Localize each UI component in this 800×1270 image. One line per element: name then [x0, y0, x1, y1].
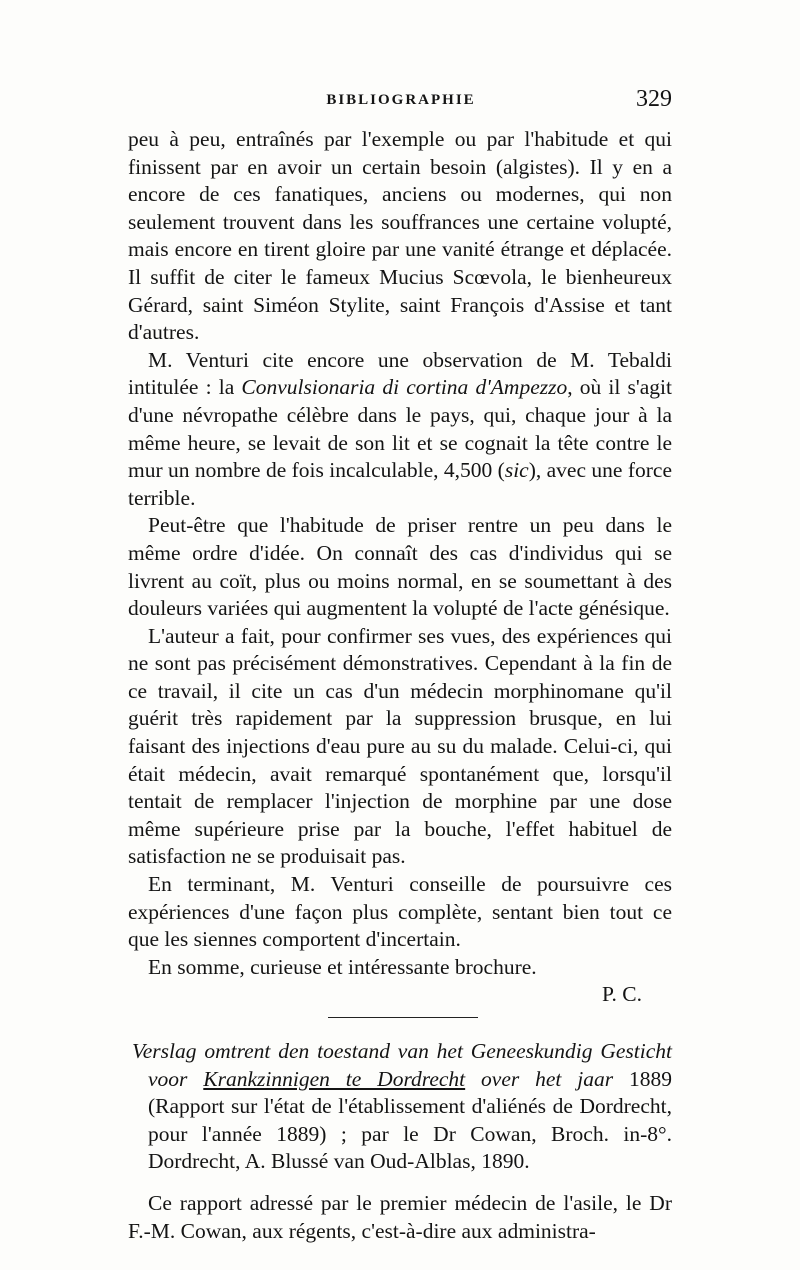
bib-title-2: over het jaar: [465, 1066, 614, 1091]
italic-sic: sic: [504, 458, 529, 483]
paragraph-1: peu à peu, entraînés par l'exemple ou par l'habitude et qui finissent par en avoir un certain besoin (algistes). Il y en a encore de ces fanatiques, anciens ou modernes, qui non seulement trouvent dans les souffrances une certaine volupté, mais encore en tirent gloire par une vanité étrange et déplacée. Il suffit de citer le fameux Mucius Scœvola, le bienheureux Gérard, saint Siméon Stylite, saint François d'Assise et tant d'autres.: [128, 127, 672, 345]
bib-title-1: Verslag omtrent den toestand van het Geneeskundig Gesticht voor: [132, 1039, 672, 1091]
paragraph-3: Peut-être que l'habitude de priser rentre un peu dans le même ordre d'idée. On connaît des cas d'individus qui se livrent au coït, plus ou moins normal, en se soumettant à des douleurs variées qui augmentent la volupté de l'acte génésique.: [128, 513, 672, 621]
paragraph-2: [128, 347, 672, 513]
italic-title-convulsionaria: Convulsionaria di cortina d'Ampezzo: [241, 375, 568, 400]
paragraph-2-part-b: , où il s'agit d'une névropathe célèbre dans le pays, qui, chaque jour à la même heure, se levait de son lit et se cognait la tête contre le mur un nombre de fois incalculable, 4,500 (: [128, 375, 672, 483]
paragraph-6: En somme, curieuse et intéressante brochure.: [148, 954, 537, 979]
running-title: BIBLIOGRAPHIE: [326, 92, 476, 108]
bibliography-entry: [128, 1038, 672, 1176]
paragraph-4: L'auteur a fait, pour confirmer ses vues, des expériences qui ne sont pas précisément démonstratives. Cependant à la fin de ce travail, il cite un cas d'un médecin morphinomane qu'il guérit très rapidement par la suppression brusque, en lui faisant des injections d'eau pure au su du malade. Celui-ci, qui était médecin, avait remarqué spontanément que, lorsqu'il tentait de remplacer l'injection de morphine par une dose même supérieure prise par la bouche, l'effet habituel de satisfaction ne se produisait pas.: [128, 623, 672, 869]
page-number: 329: [636, 86, 672, 112]
section-divider: [328, 1017, 478, 1018]
bib-details: 1889 (Rapport sur l'état de l'établissement d'aliénés de Dordrecht, pour l'année 1889) ; par le Dr Cowan, Broch. in-8°. Dordrecht, A. Blussé van Oud-Alblas, 1890.: [148, 1066, 672, 1174]
main-text: [128, 126, 672, 1245]
paragraph-2-part-a: M. Venturi cite encore une observation de M. Tebaldi intitulée : la: [128, 347, 672, 400]
signature: P. C.: [601, 982, 642, 1007]
paragraph-2-part-c: ), avec une force terrible.: [128, 458, 672, 510]
running-head: [130, 88, 672, 118]
bib-title-underlined: Krankzinnigen te Dordrecht: [203, 1066, 466, 1091]
last-paragraph: Ce rapport adressé par le premier médecin de l'asile, le Dr F.-M. Cowan, aux régents, c'est-à-dire aux administra-: [128, 1190, 672, 1243]
paragraph-5: En terminant, M. Venturi conseille de poursuivre ces expériences d'une façon plus complète, sentant bien tout ce que les siennes comportent d'incertain.: [128, 872, 672, 952]
